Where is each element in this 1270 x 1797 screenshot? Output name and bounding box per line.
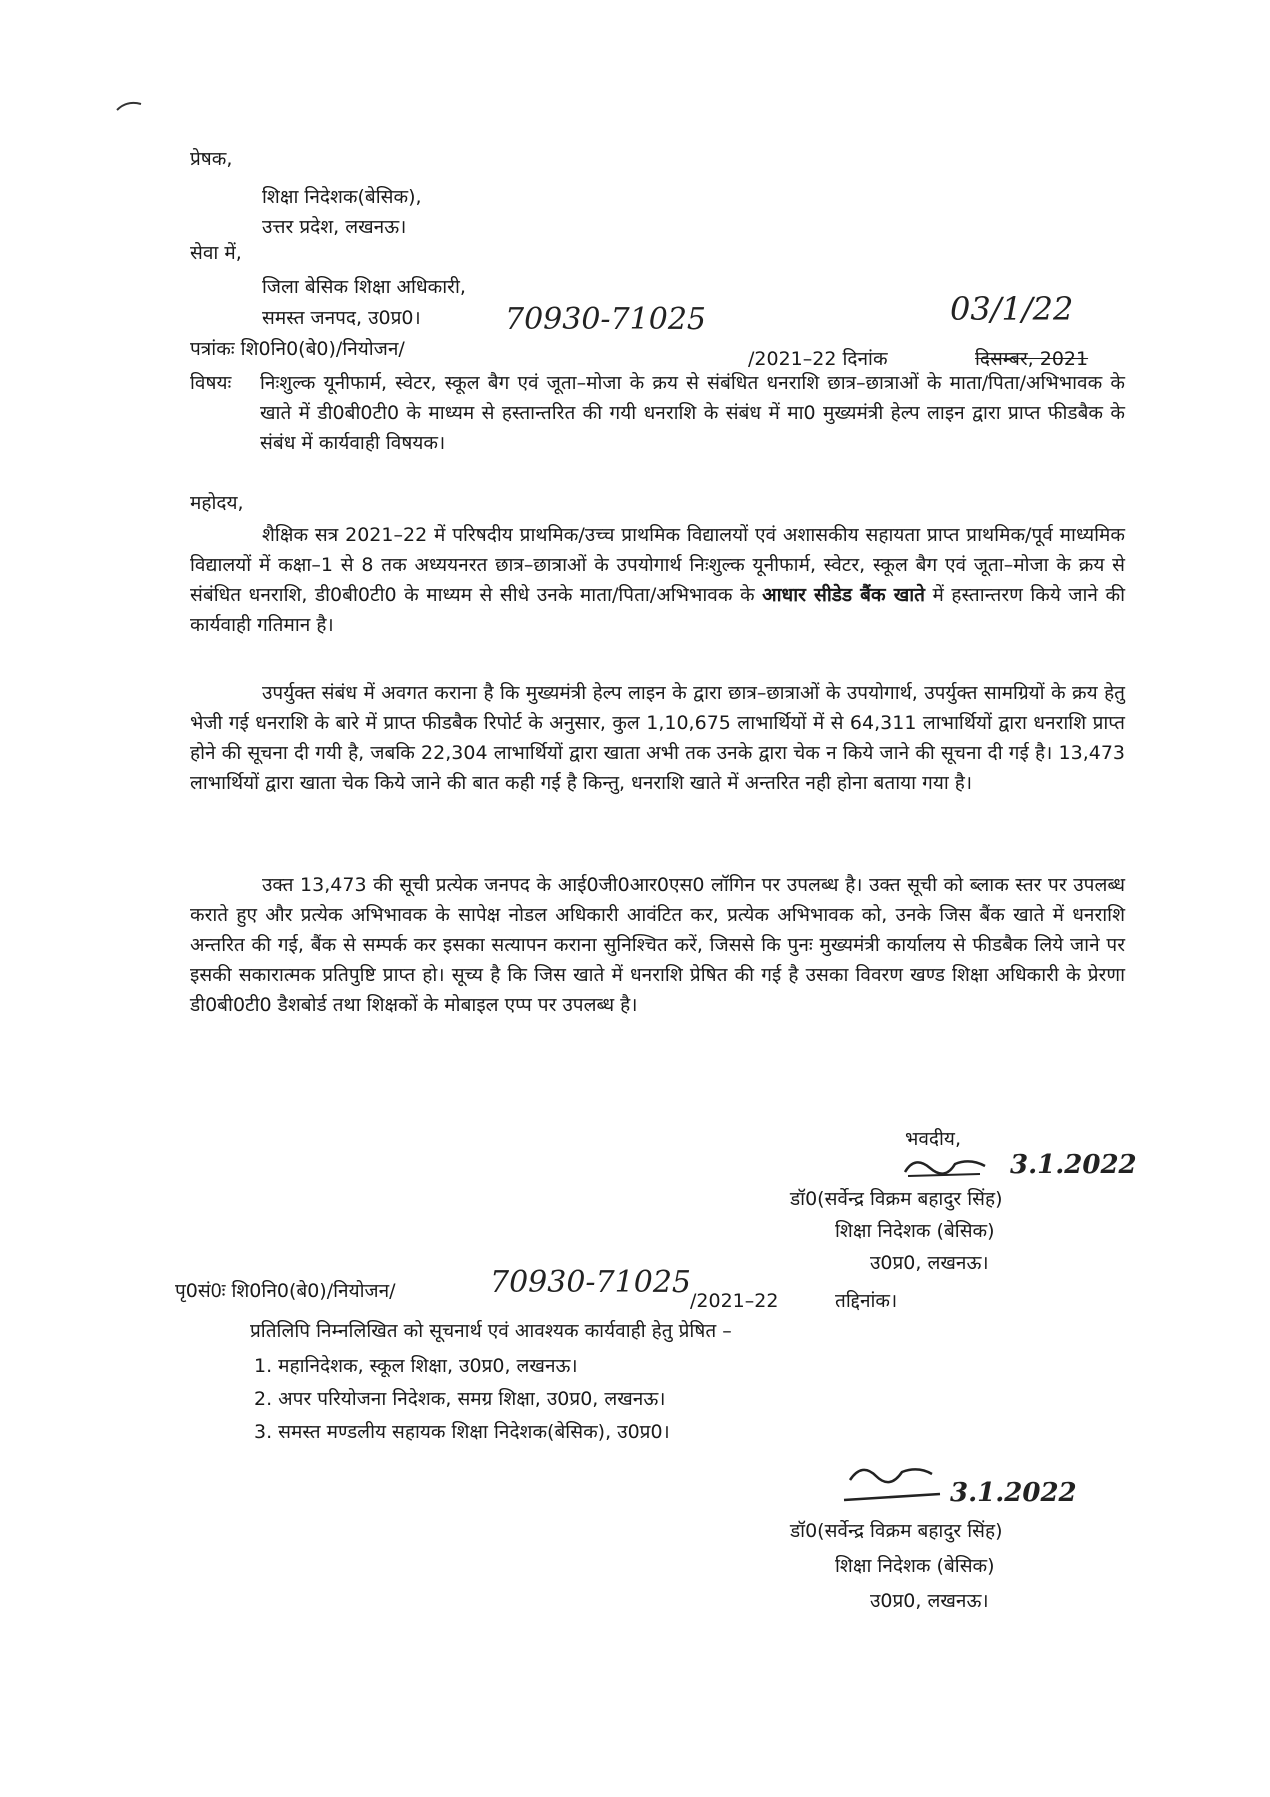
paragraph-1-bold-phrase: आधार सीडेड बैंक खाते: [762, 584, 926, 606]
recipient-line-1: जिला बेसिक शिक्षा अधिकारी,: [262, 276, 466, 298]
paragraph-2-text: उपर्युक्त संबंध में अवगत कराना है कि मुख्यमंत्री हेल्प लाइन के द्वारा छात्र–छात्राओं के उपयोगार्थ, उपर्युक्त सामग्रियों के क्रय हेतु भेजी गई धनराशि के बारे में प्राप्त फीडबैक रिपोर्ट के अनुसार, कुल 1,10,675 लाभार्थियों में से 64,311 लाभार्थियों द्वारा धनराशि प्राप्त होने की सूचना दी गयी है, जबकि 22,304 लाभार्थियों द्वारा खाता अभी तक उनके द्वारा चेक न किये जाने की सूचना दी गई है। 13,473 लाभार्थियों द्वारा खाता चेक किये जाने की बात कही गई है किन्तु, धनराशि खाते में अन्तरित नही होना बताया गया है।: [190, 682, 1125, 794]
signatory-2-place: उ0प्र0, लखनऊ।: [870, 1590, 989, 1612]
handwritten-ref-number: 70930-71025: [505, 302, 707, 337]
sender-label: प्रेषक,: [190, 148, 233, 170]
body-paragraph-1: [190, 520, 1125, 640]
paragraph-3-text: उक्त 13,473 की सूची प्रत्येक जनपद के आई0जी0आर0एस0 लॉगिन पर उपलब्ध है। उक्त सूची को ब्लाक स्तर पर उपलब्ध कराते हुए और प्रत्येक अभिभावक के सापेक्ष नोडल अधिकारी आवंटित कर, प्रत्येक अभिभावक को, उनके जिस बैंक खाते में धनराशि अन्तरित की गई, बैंक से सम्पर्क कर इसका सत्यापन कराना सुनिश्चित करें, जिससे कि पुनः मुख्यमंत्री कार्यालय से फीडबैक लिये जाने पर इसकी सकारात्मक प्रतिपुष्टि प्राप्त हो। सूच्य है कि जिस खाते में धनराशि प्रेषित की गई है उसका विवरण खण्ड शिक्षा अधिकारी के प्रेरणा डी0बी0टी0 डैशबोर्ड तथा शिक्षकों के मोबाइल एप्प पर उपलब्ध है।: [190, 874, 1125, 1016]
scan-mark: [115, 100, 143, 112]
copy-prefix: पृ0सं0ः शि0नि0(बे0)/नियोजन/: [175, 1280, 396, 1302]
handwritten-ref-number-copy: 70930-71025: [490, 1265, 692, 1300]
copy-item-1: 1. महानिदेशक, स्कूल शिक्षा, उ0प्र0, लखनऊ।: [254, 1355, 578, 1377]
signatory-place: उ0प्र0, लखनऊ।: [870, 1252, 989, 1274]
copy-date-label: तद्दिनांक।: [835, 1290, 898, 1312]
handwritten-date: 03/1/22: [950, 290, 1074, 328]
copy-item-2: 2. अपर परियोजना निदेशक, समग्र शिक्षा, उ0प्र0, लखनऊ।: [254, 1388, 666, 1410]
sender-line-2: उत्तर प्रदेश, लखनऊ।: [262, 216, 407, 238]
copy-item-3: 3. समस्त मण्डलीय सहायक शिक्षा निदेशक(बेसिक), उ0प्र0।: [254, 1421, 670, 1443]
signatory-2-designation: शिक्षा निदेशक (बेसिक): [835, 1555, 995, 1577]
reference-struck-date: दिसम्बर, 2021: [975, 348, 1089, 370]
copy-intro: प्रतिलिपि निम्नलिखित को सूचनार्थ एवं आवश्यक कार्यवाही हेतु प्रेषित –: [250, 1320, 732, 1342]
signature-date-1: 3.1.2022: [1010, 1150, 1137, 1180]
closing: भवदीय,: [905, 1128, 961, 1150]
salutation: महोदय,: [190, 492, 244, 514]
body-paragraph-2: [190, 678, 1125, 798]
body-paragraph-3: [190, 870, 1125, 1020]
paragraph-1-text-end: में हस्तान्तरण किये जाने की कार्यवाही गतिमान है।: [190, 584, 1126, 636]
reference-prefix: पत्रांकः शि0नि0(बे0)/नियोजन/: [190, 338, 405, 360]
signatory-designation: शिक्षा निदेशक (बेसिक): [835, 1220, 995, 1242]
signatory-name: डॉ0(सर्वेन्द्र विक्रम बहादुर सिंह): [790, 1188, 1003, 1210]
recipient-label: सेवा में,: [190, 242, 242, 264]
copy-year-date: /2021–22: [690, 1290, 779, 1312]
signature-scribble: [900, 1150, 990, 1180]
reference-year-date-label: /2021–22 दिनांक: [748, 348, 888, 370]
signature-scribble-2: [840, 1460, 950, 1510]
subject-text: निःशुल्क यूनीफार्म, स्वेटर, स्कूल बैग एवं जूता–मोजा के क्रय से संबंधित धनराशि छात्र–छात्राओं के माता/पिता/अभिभावक के खाते में डी0बी0टी0 के माध्यम से हस्तान्तरित की गयी धनराशि के संबंध में मा0 मुख्यमंत्री हेल्प लाइन द्वारा प्राप्त फीडबैक के संबंध में कार्यवाही विषयक।: [260, 372, 1125, 454]
signature-date-2: 3.1.2022: [950, 1478, 1077, 1508]
recipient-line-2: समस्त जनपद, उ0प्र0।: [262, 307, 421, 329]
subject-label: विषयः: [190, 372, 232, 394]
sender-line-1: शिक्षा निदेशक(बेसिक),: [262, 186, 422, 208]
signatory-2-name: डॉ0(सर्वेन्द्र विक्रम बहादुर सिंह): [790, 1520, 1003, 1542]
paragraph-1-text-start: शैक्षिक सत्र 2021–22 में परिषदीय प्राथमिक/उच्च प्राथमिक विद्यालयों एवं अशासकीय सहायता प्राप्त प्राथमिक/पूर्व माध्यमिक विद्यालयों में कक्षा–1 से 8 तक अध्ययनरत छात्र–छात्राओं के उपयोगार्थ निःशुल्क यूनीफार्म, स्वेटर, स्कूल बैग एवं जूता–मोजा के क्रय से संबंधित धनराशि, डी0बी0टी0 के माध्यम से सीधे उनके माता/पिता/अभिभावक के: [190, 524, 1125, 606]
